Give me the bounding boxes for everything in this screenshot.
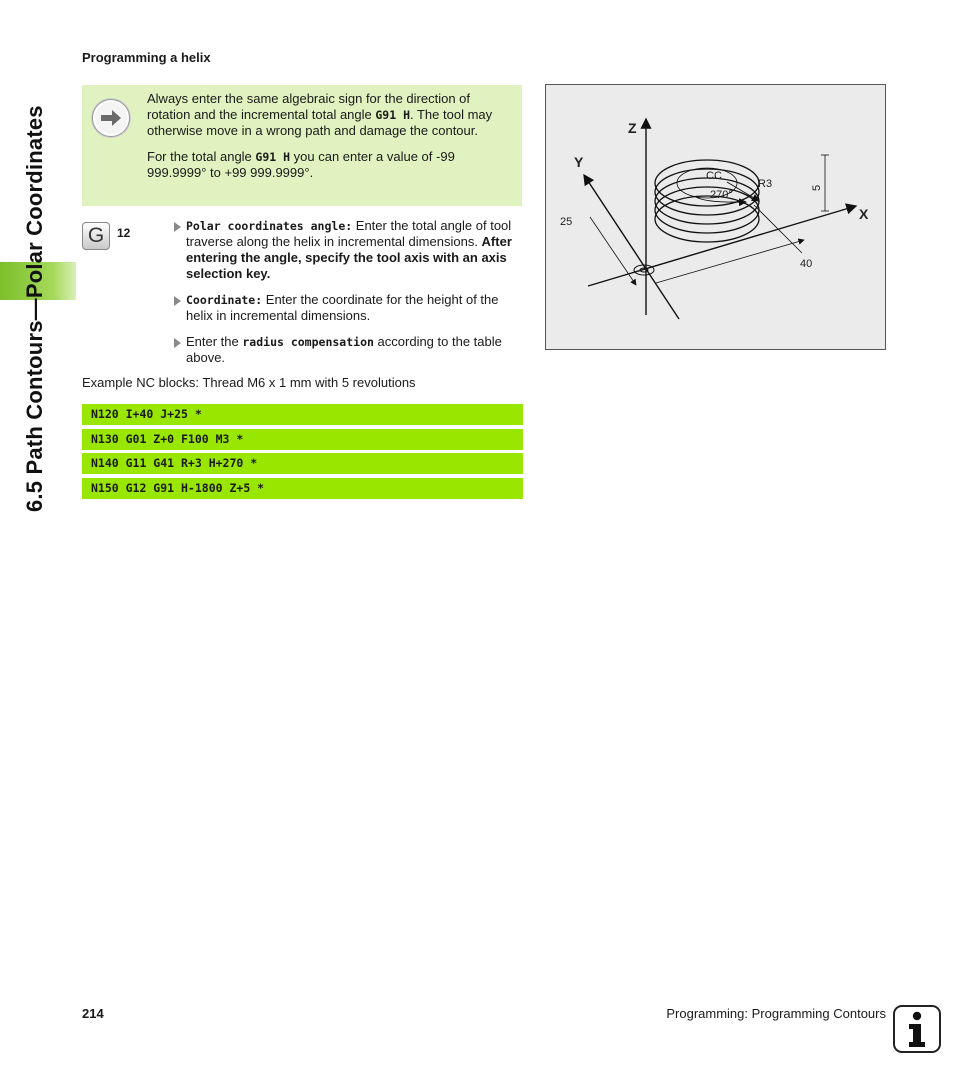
g-code-number: 12 bbox=[117, 226, 131, 240]
dim-25-label: 25 bbox=[560, 216, 573, 228]
cc-label: CC bbox=[706, 170, 722, 182]
example-label: Example NC blocks: Thread M6 x 1 mm with 5 revolutions bbox=[82, 375, 416, 390]
bullet-polar-angle: Polar coordinates angle: Enter the total angle of tool traverse along the helix in incremental dimensions. After entering the angle, specify the tool axis with an axis selection key. bbox=[172, 218, 524, 282]
section-heading: Programming a helix bbox=[82, 50, 211, 65]
triangle-bullet-icon bbox=[174, 222, 181, 232]
info-icon bbox=[893, 1005, 941, 1053]
code-block: N130 G01 Z+0 F100 M3 * bbox=[82, 429, 523, 450]
r3-label: R3 bbox=[758, 178, 773, 190]
note-box bbox=[82, 85, 522, 206]
footer-title: Programming: Programming Contours bbox=[666, 1006, 886, 1021]
code-block: N140 G11 G41 R+3 H+270 * bbox=[82, 453, 523, 474]
code-block: N150 G12 G91 H-1800 Z+5 * bbox=[82, 478, 523, 499]
chapter-title: 6.5 Path Contours—Polar Coordinates bbox=[22, 105, 47, 512]
bullet-radius-comp: Enter the radius compensation according to the table above. bbox=[172, 334, 524, 366]
note-paragraph-1: Always enter the same algebraic sign for the direction of rotation and the incremental total angle G91 H. The tool may otherwise move in a wrong path and damage the contour. bbox=[147, 91, 493, 138]
axis-x-label: X bbox=[859, 206, 869, 222]
code-block: N120 I+40 J+25 * bbox=[82, 404, 523, 425]
arrow-right-icon bbox=[92, 99, 130, 137]
g-key-icon: G bbox=[82, 222, 110, 250]
dim-5-label: 5 bbox=[811, 184, 823, 191]
axis-z-label: Z bbox=[628, 120, 637, 136]
bullet-coordinate: Coordinate: Enter the coordinate for the height of the helix in incremental dimensions. bbox=[172, 292, 524, 324]
triangle-bullet-icon bbox=[174, 338, 181, 348]
triangle-bullet-icon bbox=[174, 296, 181, 306]
helix-figure bbox=[545, 84, 886, 350]
axis-y-label: Y bbox=[574, 154, 584, 170]
angle-label: 270° bbox=[710, 189, 733, 201]
page-number: 214 bbox=[82, 1006, 104, 1021]
note-paragraph-2: For the total angle G91 H you can enter a value of -99 999.9999° to +99 999.9999°. bbox=[147, 149, 455, 180]
dim-40-label: 40 bbox=[800, 258, 813, 270]
bullet-list bbox=[172, 218, 524, 376]
note-text bbox=[147, 91, 515, 191]
